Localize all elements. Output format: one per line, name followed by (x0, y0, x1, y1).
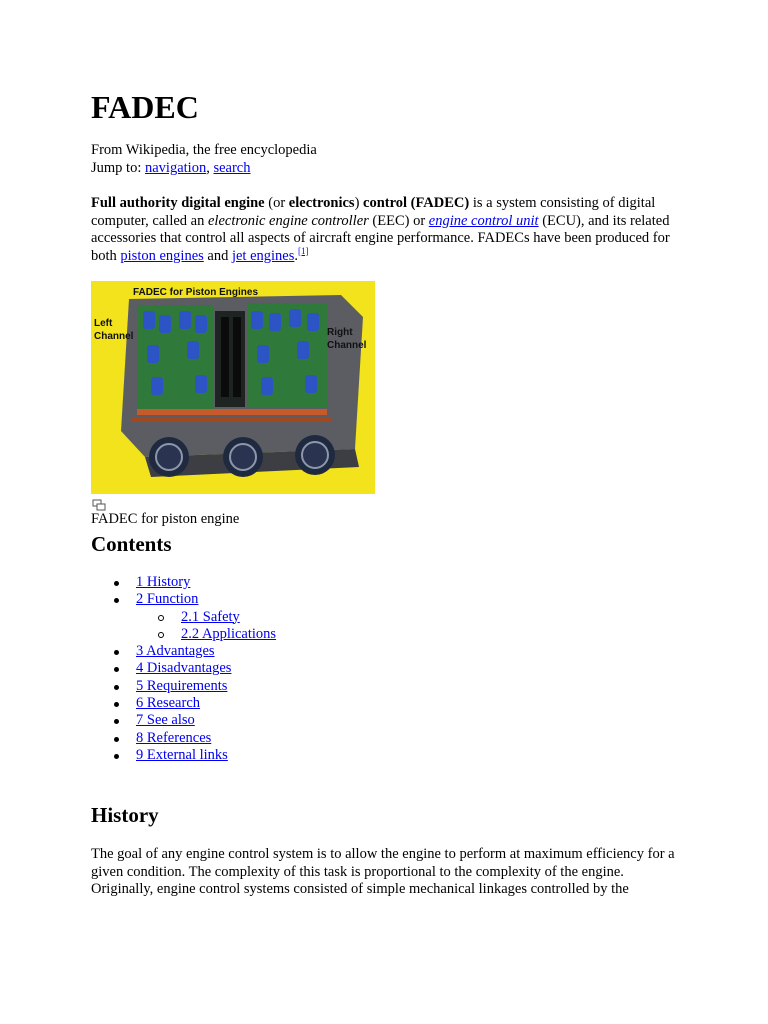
toc-link-references[interactable]: 8 References (136, 729, 212, 746)
toc-item (91, 574, 276, 591)
lead-paragraph (91, 195, 686, 265)
jump-navigation-link[interactable]: navigation (144, 160, 207, 176)
jump-to-label: Jump to: (91, 160, 145, 176)
lead-text: is a system consisting of digital computer, called an (91, 195, 656, 229)
fadec-board-illustration (91, 281, 375, 494)
jump-to-bar (91, 160, 250, 178)
toc-item (91, 712, 276, 729)
toc-link-history[interactable]: 1 History (136, 574, 191, 590)
toc-item (91, 678, 276, 695)
left-channel-line: Left (94, 318, 113, 329)
right-channel-line: Right (327, 327, 353, 338)
figure-caption: FADEC for piston engine (91, 511, 240, 527)
lead-bold-electronics: electronics (288, 195, 355, 211)
reference-1-link[interactable]: [1] (298, 245, 309, 256)
lead-bold-term: Full authority digital engine (91, 195, 265, 211)
toc-item (91, 591, 276, 608)
right-channel-line: Channel (327, 340, 367, 351)
toc-link-applications[interactable]: 2.2 Applications (181, 625, 277, 642)
toc-link-disadvantages[interactable]: 4 Disadvantages (136, 660, 232, 677)
left-channel-label (94, 317, 133, 343)
history-paragraph: The goal of any engine control system is to allow the engine to perform at maximum efficiency for a given condition. The complexity of this task is proportional to the complexity of the engine. Originally, engine control systems consisted of simple mechanical linkages controlled by the (91, 846, 675, 897)
lead-text: (EEC) or (368, 212, 429, 229)
toc-link-requirements[interactable]: 5 Requirements (136, 677, 228, 694)
toc-subitem (91, 626, 276, 643)
right-channel-label (327, 326, 366, 352)
toc-link-external-links[interactable]: 9 External links (136, 746, 228, 763)
lead-text: . (294, 247, 299, 264)
toc-item (91, 695, 276, 712)
toc-item (91, 643, 276, 660)
fadec-image[interactable] (91, 281, 375, 494)
toc-link-advantages[interactable]: 3 Advantages (136, 643, 215, 660)
jump-search-link[interactable]: search (213, 160, 251, 176)
piston-engines-link[interactable]: piston engines (120, 247, 204, 264)
jet-engines-link[interactable]: jet engines (231, 247, 295, 264)
table-of-contents (91, 574, 276, 764)
lead-text: and (203, 247, 232, 264)
lead-text: (ECU), and its related accessories that control all aspects of aircraft engine performance. FADECs have been produced for both (91, 212, 670, 264)
contents-heading: Contents (91, 532, 172, 556)
toc-item (91, 660, 276, 677)
toc-link-safety[interactable]: 2.1 Safety (181, 608, 240, 625)
toc-link-see-also[interactable]: 7 See also (136, 712, 195, 729)
image-title-label: FADEC for Piston Engines (133, 287, 259, 298)
toc-subitem (91, 609, 276, 626)
toc-item (91, 747, 276, 764)
jump-separator: , (206, 160, 214, 176)
tagline: From Wikipedia, the free encyclopedia (91, 142, 317, 158)
lead-text: (or (264, 195, 289, 211)
toc-link-research[interactable]: 6 Research (136, 695, 201, 712)
engine-control-unit-link[interactable]: engine control unit (428, 212, 539, 229)
enlarge-icon[interactable] (92, 499, 106, 511)
lead-italic-eec: electronic engine controller (207, 212, 369, 229)
history-heading: History (91, 803, 159, 827)
toc-item (91, 730, 276, 747)
lead-bold-control: control (FADEC) (363, 195, 470, 211)
left-channel-line: Channel (94, 331, 134, 342)
lead-text: ) (354, 195, 364, 211)
toc-link-function[interactable]: 2 Function (136, 591, 199, 608)
page-title: FADEC (91, 89, 199, 125)
